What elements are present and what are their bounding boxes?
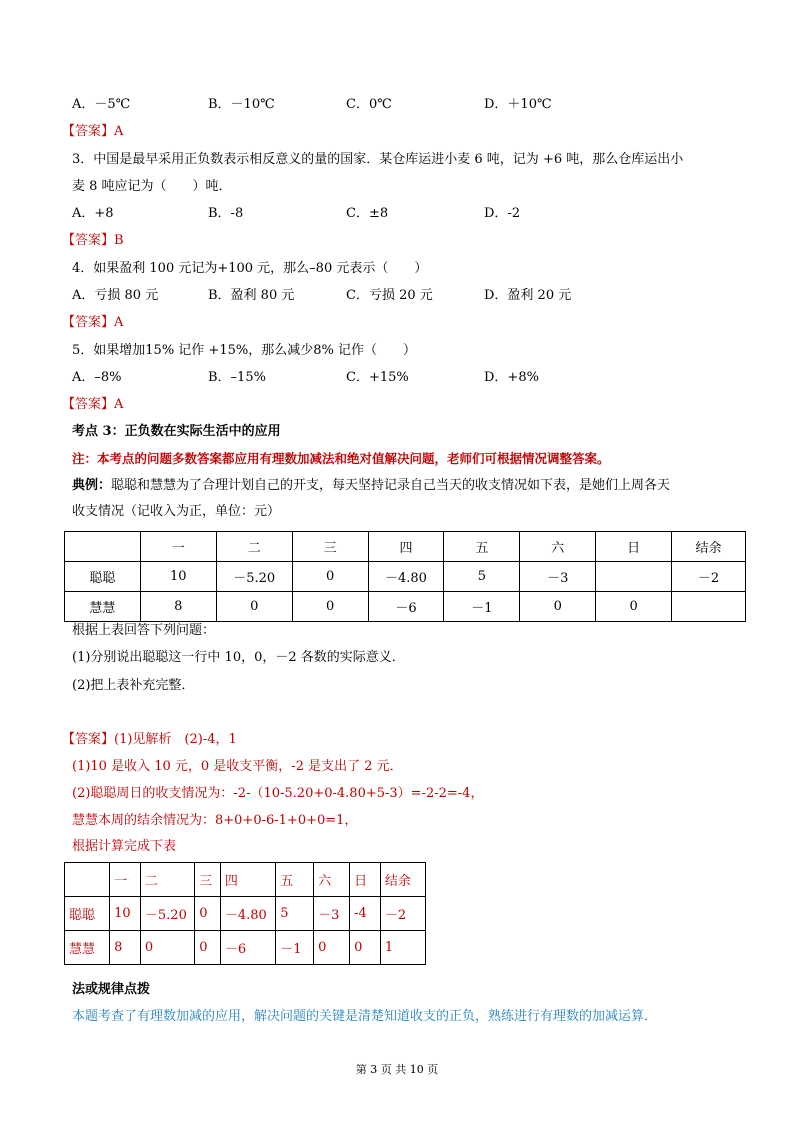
- option-a: A．－5℃: [72, 97, 131, 112]
- teacher-note: 注：本考点的问题多数答案都应用有理数加减法和绝对值解决问题，老师们可根据情况调整答案。: [72, 451, 610, 466]
- table-cell: 一: [140, 532, 216, 562]
- table-cell: 8: [140, 592, 216, 622]
- option-a: A．+8: [72, 206, 114, 221]
- option-a: A．亏损 80 元: [72, 288, 159, 303]
- table-cell: 5: [444, 562, 520, 592]
- option-d: D．-2: [484, 206, 521, 221]
- table-cell: 结余: [380, 863, 425, 897]
- table-cell: －3: [314, 897, 350, 931]
- table-cell: 0: [350, 931, 381, 965]
- table-cell: －6: [368, 592, 444, 622]
- tips-heading: 法或规律点拨: [72, 982, 151, 997]
- table-cell: －1: [276, 931, 314, 965]
- example-text: 聪聪和慧慧为了合理计划自己的开支，每天坚持记录自己当天的收支情况如下表，是她们上周各天: [111, 478, 671, 493]
- table-row: [65, 897, 426, 931]
- table-row: [65, 931, 426, 965]
- answer-value: A: [114, 124, 124, 139]
- question-3-line-1: 3．中国是最早采用正负数表示相反意义的量的国家．某仓库运进小麦 6 吨，记为 +6 吨，那么仓库运出小: [72, 152, 684, 167]
- question-3-line-2: 麦 8 吨应记为（ ）吨．: [72, 179, 232, 194]
- table-cell: －3: [520, 562, 596, 592]
- option-d: D．+8%: [484, 370, 539, 385]
- option-c: C．+15%: [346, 370, 409, 385]
- example-label: 典例：: [72, 478, 112, 493]
- example-line-1: [72, 477, 670, 495]
- table-cell: 结余: [672, 532, 746, 562]
- answer-label: 【答案】: [62, 233, 115, 248]
- answer-line: [62, 396, 123, 414]
- example-line-2: 收支情况（记收入为正，单位：元）: [72, 504, 281, 519]
- table-cell: －1: [444, 592, 520, 622]
- option-d: D．＋10℃: [484, 97, 552, 112]
- table-cell: 一: [110, 863, 141, 897]
- table-row: [65, 592, 746, 622]
- page-footer: 第 3 页 共 10 页: [355, 1063, 439, 1076]
- table-cell: 0: [216, 592, 292, 622]
- option-b: B．–15%: [208, 370, 266, 385]
- table-cell: 四: [220, 863, 275, 897]
- table-cell: 五: [276, 863, 314, 897]
- table-cell: －5.20: [140, 897, 194, 931]
- option-c: C．±8: [346, 206, 389, 221]
- questions-intro: 根据上表回答下列问题：: [72, 623, 216, 638]
- table-cell: [672, 592, 746, 622]
- completed-table: [64, 862, 426, 965]
- option-d: D．盈利 20 元: [484, 288, 572, 303]
- table-cell: 五: [444, 532, 520, 562]
- table-cell: 日: [596, 532, 672, 562]
- option-a: A．–8%: [72, 370, 122, 385]
- table-cell: [596, 562, 672, 592]
- answer-value: A: [114, 315, 124, 330]
- solution-line-2: (2)聪聪周日的收支情况为：-2-（10-5.20+0-4.80+5-3）=-2-2=-4，: [72, 786, 484, 801]
- table-cell: 0: [195, 897, 221, 931]
- option-c: C．亏损 20 元: [346, 288, 433, 303]
- table-cell: 三: [292, 532, 368, 562]
- answer-value: B: [114, 233, 124, 248]
- table-cell: 0: [140, 931, 194, 965]
- answer-label: 【答案】: [62, 397, 115, 412]
- answer-label: 【答案】: [62, 732, 115, 747]
- table-cell: 0: [596, 592, 672, 622]
- table-cell: 0: [314, 931, 350, 965]
- table-cell: 0: [520, 592, 596, 622]
- solution-line-4: 根据计算完成下表: [72, 839, 177, 854]
- table-cell: －2: [672, 562, 746, 592]
- option-c: C．0℃: [346, 97, 392, 112]
- answer-label: 【答案】: [62, 124, 115, 139]
- table-cell: 0: [292, 592, 368, 622]
- option-b: B．－10℃: [208, 97, 275, 112]
- solution-line-3: 慧慧本周的结余情况为：8+0+0-6-1+0+0=1，: [72, 813, 358, 828]
- table-cell: 四: [368, 532, 444, 562]
- table-cell: －6: [220, 931, 275, 965]
- table-cell: 六: [520, 532, 596, 562]
- question-5-line-1: 5．如果增加15% 记作 +15%，那么减少8% 记作（ ）: [72, 343, 416, 358]
- table-cell: 1: [380, 931, 425, 965]
- section-heading: 考点 3：正负数在实际生活中的应用: [72, 424, 281, 439]
- answer-line: [62, 232, 124, 250]
- table-cell: 二: [140, 863, 194, 897]
- table-cell: 聪聪: [65, 562, 141, 592]
- answer-label: 【答案】: [62, 315, 115, 330]
- table-cell: －5.20: [216, 562, 292, 592]
- answer-value: (1)见解析 (2)-4，1: [114, 732, 237, 747]
- table-cell: 慧慧: [65, 592, 141, 622]
- question-part-2: (2)把上表补充完整．: [72, 678, 195, 693]
- table-header-row: [65, 532, 746, 562]
- table-cell: －4.80: [220, 897, 275, 931]
- answer-line: [62, 314, 123, 332]
- table-cell: 六: [314, 863, 350, 897]
- answer-value: A: [114, 397, 124, 412]
- table-cell: －4.80: [368, 562, 444, 592]
- table-cell: 0: [292, 562, 368, 592]
- question-4-line-1: 4．如果盈利 100 元记为+100 元，那么–80 元表示（ ）: [72, 261, 428, 276]
- solution-line-1: (1)10 是收入 10 元，0 是收支平衡，-2 是支出了 2 元．: [72, 759, 403, 774]
- table-cell: -4: [350, 897, 381, 931]
- table-cell: [65, 532, 141, 562]
- income-table: [64, 531, 746, 622]
- table-cell: 慧慧: [65, 931, 110, 965]
- table-cell: 0: [195, 931, 221, 965]
- option-b: B．盈利 80 元: [208, 288, 295, 303]
- table-cell: 8: [110, 931, 141, 965]
- table-cell: 5: [276, 897, 314, 931]
- table-header-row: [65, 863, 426, 897]
- table-cell: －2: [380, 897, 425, 931]
- table-row: [65, 562, 746, 592]
- table-cell: [65, 863, 110, 897]
- table-cell: 聪聪: [65, 897, 110, 931]
- table-cell: 10: [110, 897, 141, 931]
- answer-line: [62, 123, 123, 141]
- table-cell: 10: [140, 562, 216, 592]
- option-b: B．-8: [208, 206, 244, 221]
- table-cell: 二: [216, 532, 292, 562]
- table-cell: 日: [350, 863, 381, 897]
- tips-text: 本题考查了有理数加减的应用，解决问题的关键是清楚知道收支的正负，熟练进行有理数的加减运算．: [72, 1009, 658, 1024]
- solution-answer: [62, 731, 237, 749]
- question-part-1: (1)分别说出聪聪这一行中 10，0，－2 各数的实际意义．: [72, 650, 405, 665]
- table-cell: 三: [195, 863, 221, 897]
